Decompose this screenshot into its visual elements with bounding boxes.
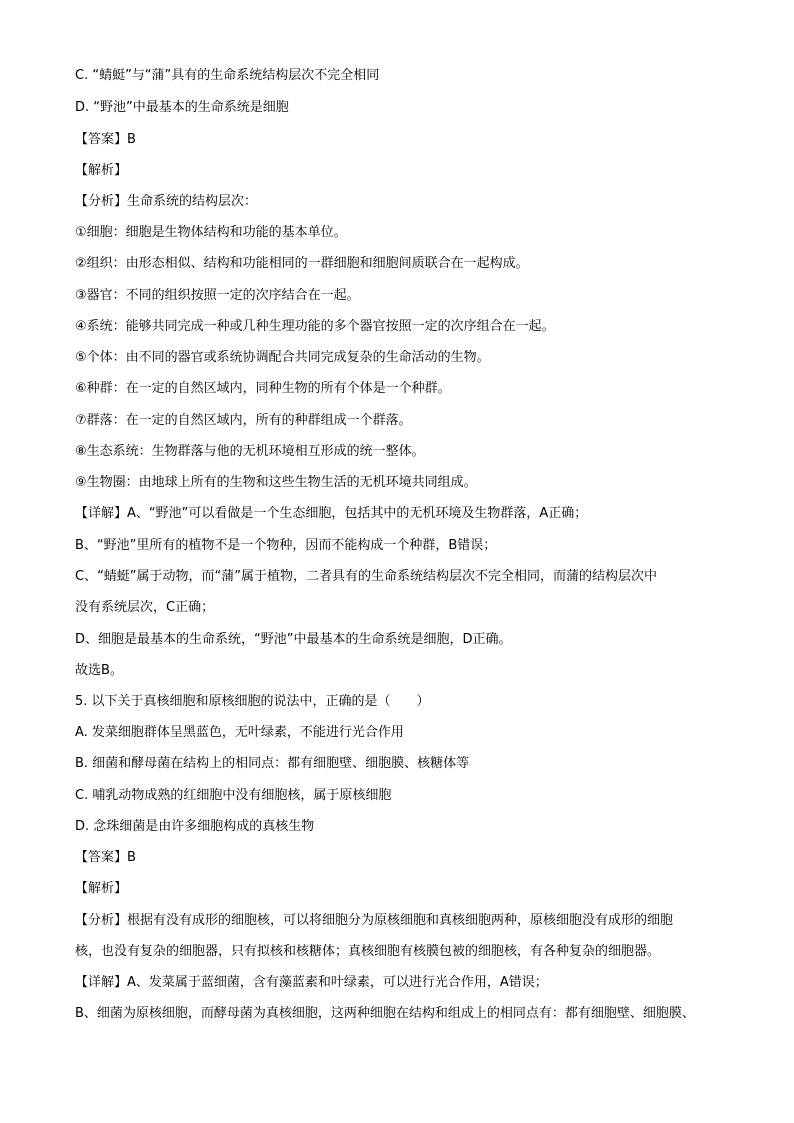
detail-c-2: 没有系统层次，C正确； — [75, 600, 215, 615]
analysis-heading: 【解析】 — [75, 163, 128, 178]
level-individual: ⑤个体：由不同的器官或系统协调配合共同完成复杂的生命活动的生物。 — [75, 350, 490, 365]
answer-line: 【答案】B — [75, 132, 136, 147]
q5-analysis-heading: 【解析】 — [75, 881, 128, 896]
level-biosphere: ⑨生物圈：由地球上所有的生物和这些生物生活的无机环境共同组成。 — [75, 475, 477, 490]
detail-c-1: C、“蜻蜓”属于动物，而“蒲”属于植物，二者具有的生命系统结构层次不完全相同，而蒲的结构层次中 — [75, 569, 658, 584]
option-d-line: D. “野池”中最基本的生命系统是细胞 — [75, 100, 289, 115]
level-tissue: ②组织：由形态相似、结构和功能相同的一群细胞和细胞间质联合在一起构成。 — [75, 256, 529, 271]
q5-option-b: B. 细菌和酵母菌在结构上的相同点：都有细胞壁、细胞膜、核糖体等 — [75, 756, 470, 771]
q5-detail-b: B、细菌为原核细胞，而酵母菌为真核细胞，这两种细胞在结构和组成上的相同点有：都有细胞壁、细胞膜、 — [75, 1006, 695, 1021]
level-system: ④系统：能够共同完成一种或几种生理功能的多个器官按照一定的次序组合在一起。 — [75, 319, 555, 334]
level-cell: ①细胞：细胞是生物体结构和功能的基本单位。 — [75, 225, 347, 240]
q5-analysis-2: 核，也没有复杂的细胞器，只有拟核和核糖体；真核细胞有核膜包被的细胞核，有各种复杂的细胞器。 — [75, 944, 661, 959]
detail-a: 【详解】A、“野池”可以看做是一个生态细胞，包括其中的无机环境及生物群落，A正确； — [75, 506, 588, 521]
question-5: 5. 以下关于真核细胞和原核细胞的说法中，正确的是（ ） — [75, 694, 430, 709]
option-c-line: C. “蜻蜓”与“蒲”具有的生命系统结构层次不完全相同 — [75, 68, 380, 83]
q5-detail-a: 【详解】A、发菜属于蓝细菌，含有藻蓝素和叶绿素，可以进行光合作用，A错误； — [75, 975, 548, 990]
level-population: ⑥种群：在一定的自然区域内，同种生物的所有个体是一个种群。 — [75, 381, 451, 396]
choice-line: 故选B。 — [75, 663, 123, 678]
q5-option-a: A. 发菜细胞群体呈黑蓝色，无叶绿素，不能进行光合作用 — [75, 725, 404, 740]
q5-answer: 【答案】B — [75, 850, 136, 865]
q5-option-d: D. 念珠细菌是由许多细胞构成的真核生物 — [75, 819, 315, 834]
detail-b: B、“野池”里所有的植物不是一个物种，因而不能构成一个种群，B错误； — [75, 538, 497, 553]
q5-option-c: C. 哺乳动物成熟的红细胞中没有细胞核，属于原核细胞 — [75, 788, 392, 803]
level-community: ⑦群落：在一定的自然区域内，所有的种群组成一个群落。 — [75, 413, 412, 428]
analysis-intro: 【分析】生命系统的结构层次： — [75, 194, 258, 209]
level-organ: ③器官：不同的组织按照一定的次序结合在一起。 — [75, 288, 360, 303]
level-ecosystem: ⑧生态系统：生物群落与他的无机环境相互形成的统一整体。 — [75, 444, 425, 459]
detail-d: D、细胞是最基本的生命系统，“野池”中最基本的生命系统是细胞，D正确。 — [75, 632, 512, 647]
q5-analysis-1: 【分析】根据有没有成形的细胞核，可以将细胞分为原核细胞和真核细胞两种，原核细胞没有成形的细胞 — [75, 913, 674, 928]
